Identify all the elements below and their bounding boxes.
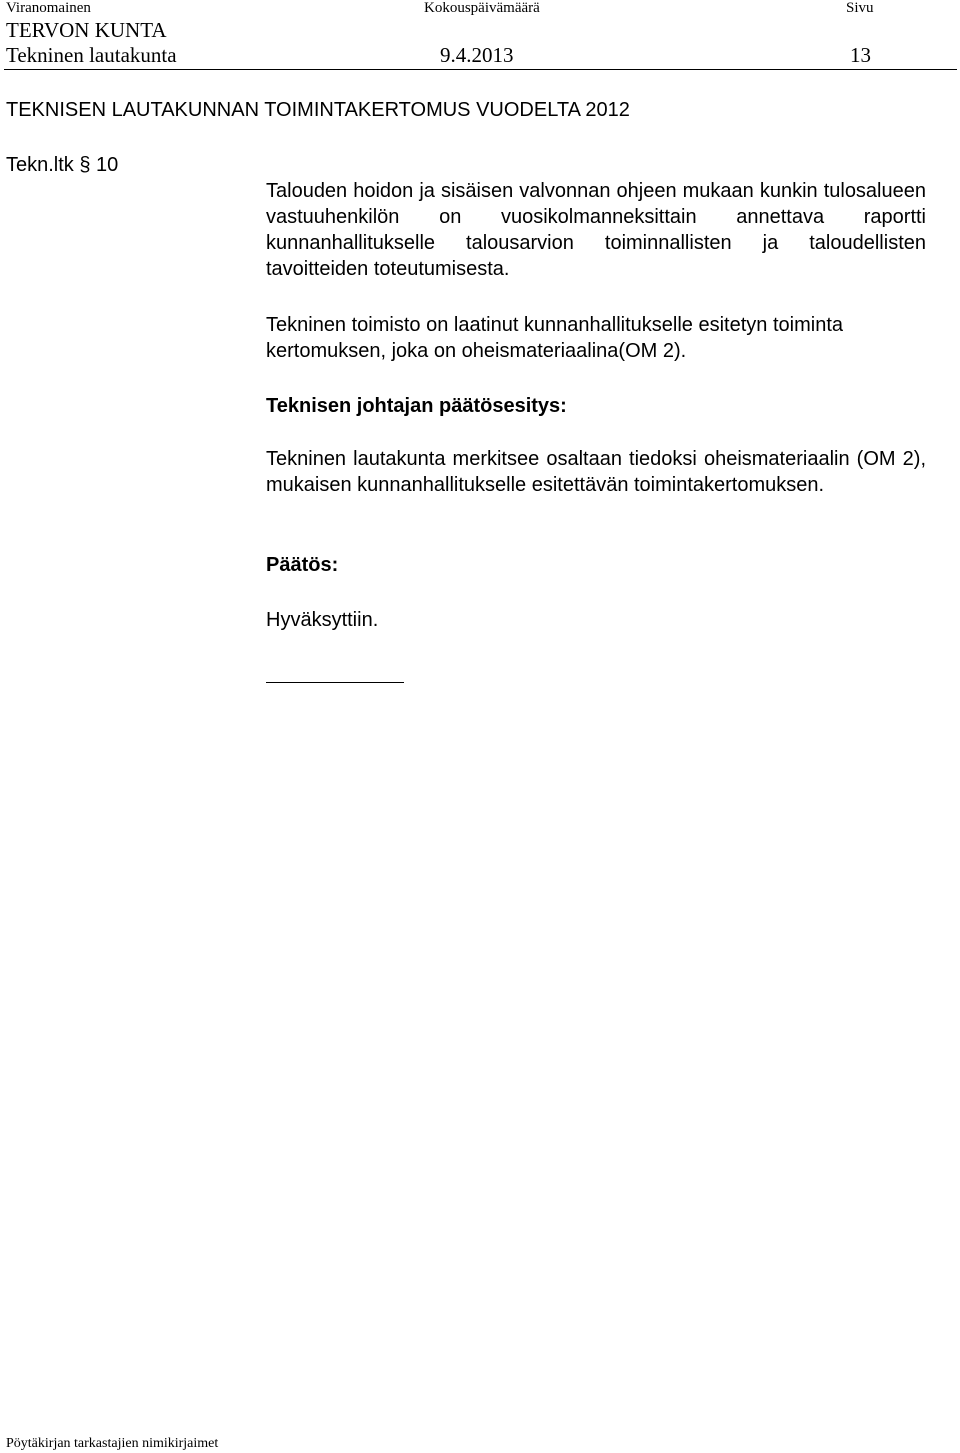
proposal-text: Tekninen lautakunta merkitsee osaltaan tiedoksi oheismateriaalin (OM 2), mukaisen kunnanhallitukselle esitettävän toimintakertomuksen. — [266, 448, 926, 496]
meeting-date: 9.4.2013 — [440, 43, 514, 67]
signature-line — [266, 682, 404, 683]
page-number: 13 — [850, 43, 871, 67]
header-divider — [4, 69, 957, 70]
header-meeting-date-label: Kokouspäivämäärä — [424, 0, 540, 16]
body-paragraph-2 — [266, 312, 926, 364]
proposal-heading: Teknisen johtajan päätösesitys: — [266, 395, 567, 417]
decision-heading: Päätös: — [266, 554, 339, 576]
paragraph-1-text: Talouden hoidon ja sisäisen valvonnan ohjeen mukaan kunkin tulosalueen vastuuhenkilön on vuosikolmanneksittain annettava raportti kunnanhallitukselle talousarvion toiminnallisten ja taloudellisten tavoitteiden toteutumisesta. — [266, 180, 926, 280]
board-name: Tekninen lautakunta — [6, 43, 177, 67]
section-reference: Tekn.ltk § 10 — [6, 154, 119, 176]
paragraph-2-text: Tekninen toimisto on laatinut kunnanhallitukselle esitetyn toiminta kertomuksen, joka on oheismateriaalina(OM 2). — [266, 314, 844, 362]
body-paragraph-1 — [266, 178, 926, 282]
footer-initials-label: Pöytäkirjan tarkastajien nimikirjaimet — [6, 1436, 219, 1451]
header-authority-label: Viranomainen — [6, 0, 91, 16]
municipality-name: TERVON KUNTA — [6, 18, 167, 42]
header-page-label: Sivu — [846, 0, 874, 16]
decision-text: Hyväksyttiin. — [266, 609, 379, 631]
document-title: TEKNISEN LAUTAKUNNAN TOIMINTAKERTOMUS VUODELTA 2012 — [6, 99, 630, 121]
proposal-paragraph — [266, 446, 926, 498]
